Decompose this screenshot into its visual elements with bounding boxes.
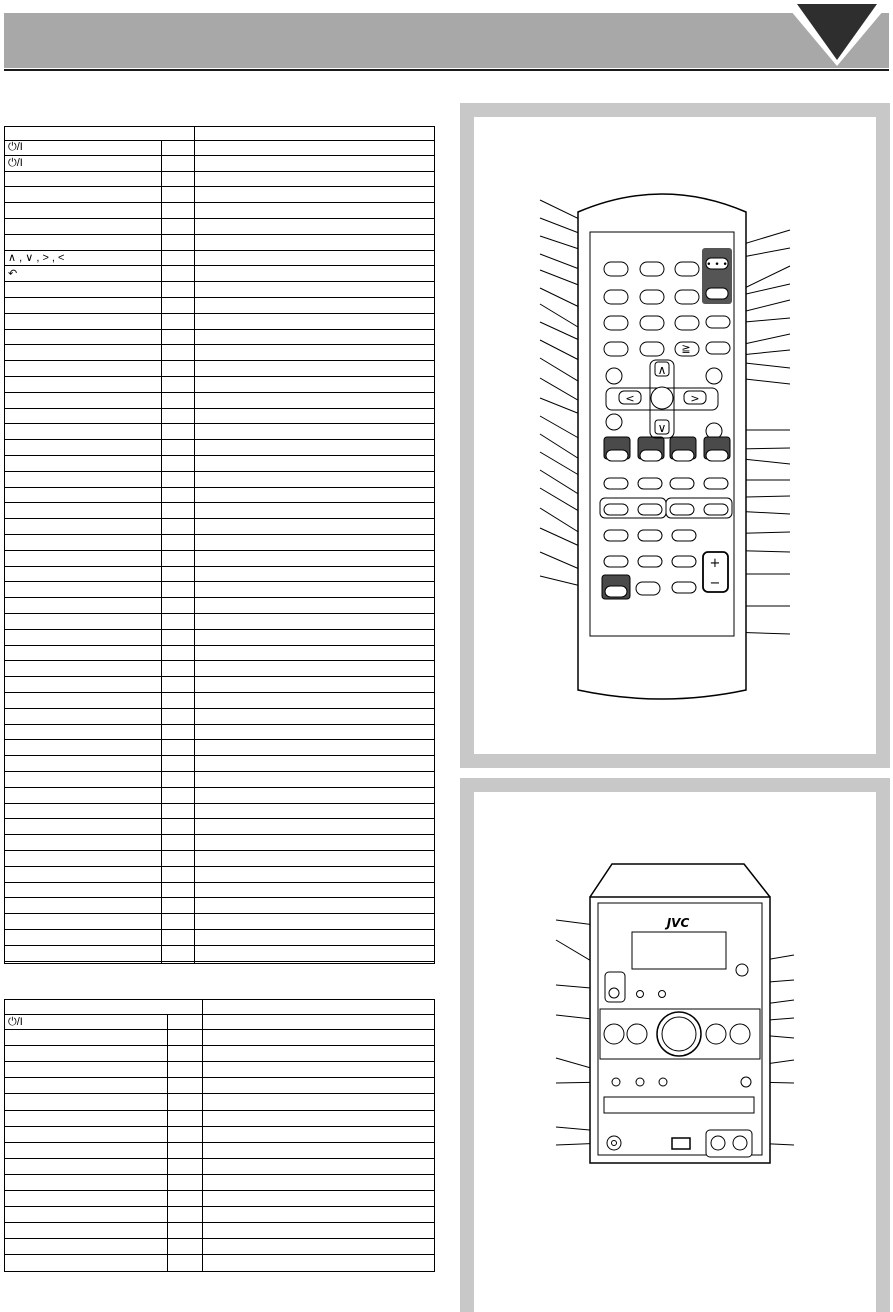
remote-dark-block-button <box>605 586 627 597</box>
remote-enter-symbol: ≧ <box>681 342 691 355</box>
remote-diagram <box>460 103 890 768</box>
table-row <box>5 1127 434 1143</box>
remote-function-button <box>638 478 662 489</box>
control-symbol: ↶ <box>8 267 18 280</box>
table-row <box>5 298 434 314</box>
remote-function-button <box>638 504 662 515</box>
table-row <box>5 393 434 409</box>
table-row <box>5 424 434 440</box>
unit-small-button-2 <box>636 1078 644 1086</box>
remote-round-button <box>706 368 722 384</box>
remote-number-button <box>640 290 664 304</box>
remote-function-button <box>638 530 662 541</box>
remote-source-button <box>706 450 728 461</box>
triangle-down-icon <box>785 4 889 70</box>
unit-button-left-1 <box>604 1024 624 1044</box>
remote-vol-minus: − <box>709 576 721 591</box>
table-row <box>5 582 434 598</box>
unit-volume-knob-inner <box>662 1017 696 1051</box>
remote-vol-plus: + <box>709 556 721 571</box>
table-row <box>5 740 434 756</box>
table-row <box>5 914 434 930</box>
unit-small-button-4 <box>741 1077 751 1087</box>
table-row <box>5 377 434 393</box>
table-row <box>5 725 434 741</box>
table-row <box>5 867 434 883</box>
table-row <box>5 804 434 820</box>
remote-dpad-center <box>651 387 673 409</box>
table-column-divider <box>167 1014 168 1271</box>
table-row <box>5 646 434 662</box>
table-row <box>5 140 434 156</box>
table-row <box>5 330 434 346</box>
table-row <box>5 1207 434 1223</box>
unit-small-button-1 <box>612 1078 620 1086</box>
remote-source-button <box>640 450 662 461</box>
remote-top-button-dots: • • • <box>706 260 728 270</box>
unit-remote-sensor <box>736 964 748 976</box>
table-row <box>5 756 434 772</box>
table-row <box>5 898 434 914</box>
table-row <box>5 567 434 583</box>
unit-button-right-1 <box>706 1024 726 1044</box>
table-row <box>5 851 434 867</box>
table-row <box>5 251 434 267</box>
remote-function-button <box>604 530 628 541</box>
table-row <box>5 1014 434 1030</box>
table-row <box>5 535 434 551</box>
remote-function-button <box>672 556 696 567</box>
table-row <box>5 1143 434 1159</box>
unit-indicator-1 <box>637 991 644 998</box>
remote-left-arrow: < <box>625 392 635 405</box>
remote-source-button <box>606 450 628 461</box>
table-row <box>5 930 434 946</box>
header-band <box>4 13 889 68</box>
control-symbol: ⏻/I <box>8 157 23 170</box>
unit-brand-logo: JVC <box>666 916 690 930</box>
table-row <box>5 1223 434 1239</box>
table-row <box>5 1078 434 1094</box>
remote-function-button <box>638 556 662 567</box>
table-row <box>5 551 434 567</box>
remote-number-button <box>640 342 664 356</box>
remote-function-button <box>604 504 628 515</box>
remote-right-arrow: > <box>690 392 700 405</box>
table-row <box>5 677 434 693</box>
table-row <box>5 172 434 188</box>
table-row <box>5 1175 434 1191</box>
table-row <box>5 503 434 519</box>
remote-number-button <box>640 316 664 330</box>
table-row <box>5 661 434 677</box>
remote-round-button <box>606 368 622 384</box>
unit-power-button <box>609 988 619 998</box>
table-row <box>5 883 434 899</box>
unit-usb-port <box>672 1138 690 1149</box>
unit-indicator-2 <box>659 991 666 998</box>
table-row <box>5 314 434 330</box>
table-row <box>5 709 434 725</box>
table-row <box>5 1095 434 1111</box>
remote-function-button <box>636 582 660 595</box>
remote-number-button <box>675 316 699 330</box>
table-row <box>5 488 434 504</box>
table-row <box>5 788 434 804</box>
table-row <box>5 203 434 219</box>
remote-function-button <box>672 530 696 541</box>
table-row <box>5 1030 434 1046</box>
remote-function-button <box>672 582 696 593</box>
unit-controls-table <box>4 999 435 1272</box>
table-row <box>5 819 434 835</box>
unit-diagram <box>460 778 890 1312</box>
unit-cd-slot <box>604 1097 754 1113</box>
table-row <box>5 282 434 298</box>
unit-button-right-2 <box>730 1024 750 1044</box>
table-row <box>5 345 434 361</box>
header-rule <box>4 69 889 71</box>
remote-number-button <box>604 342 628 356</box>
table-row <box>5 630 434 646</box>
remote-function-button <box>704 504 728 515</box>
table-column-divider <box>202 1014 203 1271</box>
table-row <box>5 219 434 235</box>
remote-number-button <box>675 290 699 304</box>
unit-display <box>632 932 726 969</box>
table-header-row <box>5 1000 434 1015</box>
table-header-row <box>5 127 434 141</box>
table-row <box>5 266 434 282</box>
remote-function-button <box>704 478 728 489</box>
remote-function-button <box>670 478 694 489</box>
table-row <box>5 456 434 472</box>
unit-small-button-3 <box>659 1078 667 1086</box>
table-row <box>5 835 434 851</box>
remote-number-button <box>640 262 664 276</box>
table-row <box>5 1159 434 1175</box>
table-row <box>5 772 434 788</box>
remote-source-button <box>672 450 694 461</box>
table-column-divider <box>194 140 195 963</box>
remote-number-button <box>675 262 699 276</box>
remote-standby-button <box>706 288 728 299</box>
unit-aux-jack-1 <box>711 1136 725 1150</box>
remote-function-button <box>670 504 694 515</box>
remote-side-button <box>706 316 730 328</box>
table-column-divider <box>161 140 162 963</box>
table-row <box>5 1256 434 1272</box>
table-header-divider <box>194 127 195 140</box>
unit-button-left-2 <box>627 1024 647 1044</box>
control-symbol: ∧ , ∨ , > , < <box>8 251 65 264</box>
remote-function-button <box>604 556 628 567</box>
table-row <box>5 519 434 535</box>
table-row <box>5 361 434 377</box>
remote-up-arrow: ∧ <box>657 363 667 377</box>
table-row <box>5 1239 434 1255</box>
table-row <box>5 187 434 203</box>
table-row <box>5 440 434 456</box>
table-row <box>5 156 434 172</box>
table-header-divider <box>202 1000 203 1014</box>
table-row <box>5 472 434 488</box>
table-row <box>5 235 434 251</box>
remote-number-button <box>604 262 628 276</box>
remote-number-button <box>604 316 628 330</box>
table-row <box>5 1046 434 1062</box>
table-row <box>5 946 434 962</box>
table-row <box>5 614 434 630</box>
remote-down-arrow: ∨ <box>657 421 667 435</box>
remote-controls-table <box>4 126 435 964</box>
remote-round-button <box>606 414 622 430</box>
table-row <box>5 1062 434 1078</box>
table-row <box>5 409 434 425</box>
table-row <box>5 1111 434 1127</box>
unit-cabinet-top <box>590 864 770 897</box>
remote-side-button <box>706 342 730 354</box>
remote-number-button <box>604 290 628 304</box>
control-symbol: ⏻/I <box>8 141 23 154</box>
unit-aux-jack-2 <box>733 1136 747 1150</box>
unit-phones-jack-inner <box>612 1141 617 1146</box>
remote-function-button <box>604 478 628 489</box>
table-row <box>5 598 434 614</box>
control-symbol: ⏻/I <box>8 1015 23 1028</box>
table-row <box>5 1191 434 1207</box>
table-row <box>5 693 434 709</box>
